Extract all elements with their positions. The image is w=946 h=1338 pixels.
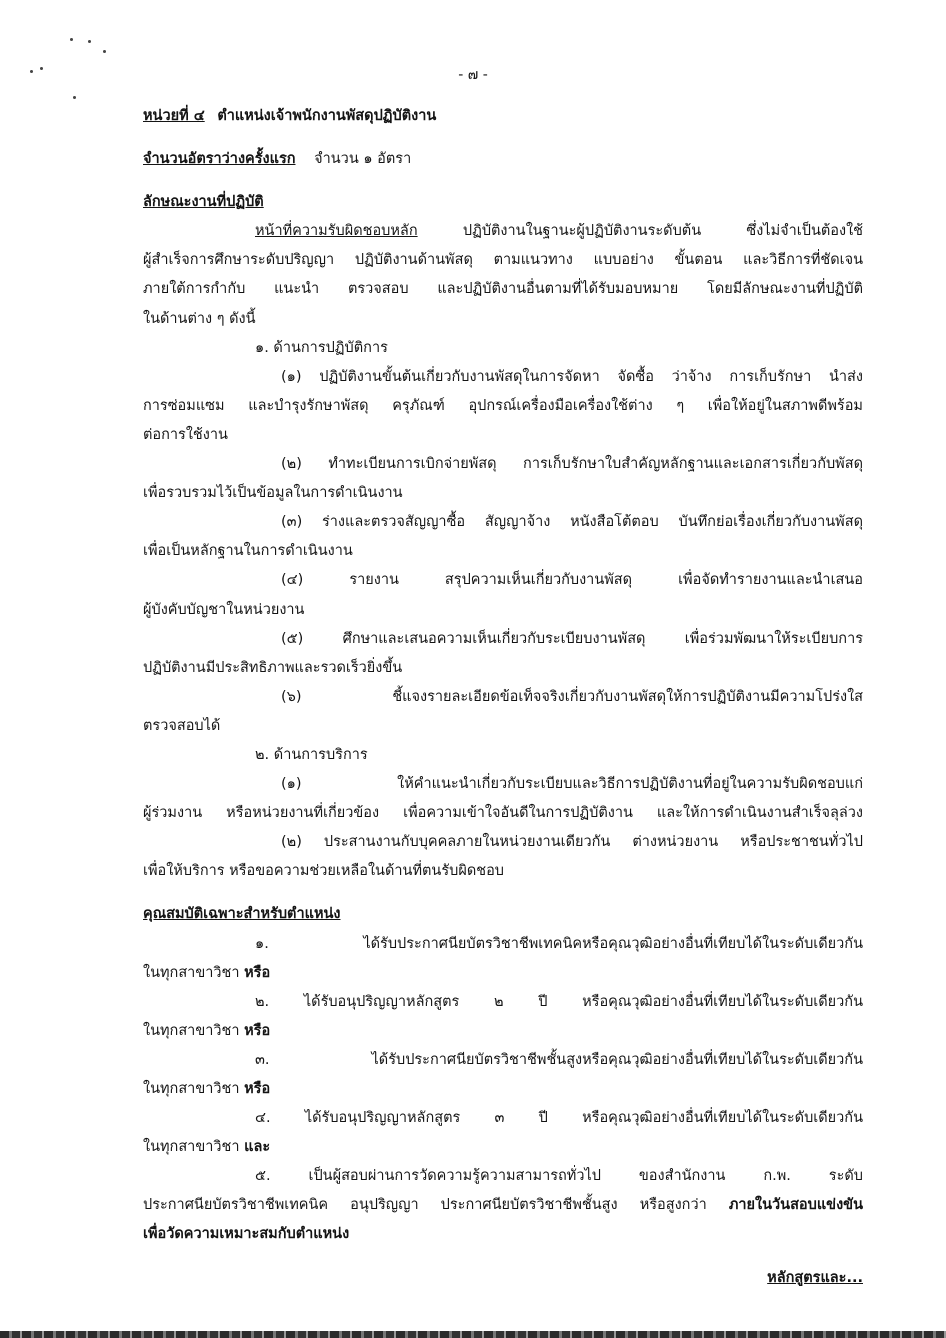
document-body — [143, 102, 863, 1293]
s1-item1-line1: (๑) ปฏิบัติงานขั้นต้นเกี่ยวกับงานพัสดุในการจัดหา จัดซื้อ ว่าจ้าง การเก็บรักษา นำส่ง — [281, 368, 863, 385]
vacancy-value: จำนวน ๑ อัตรา — [314, 151, 412, 168]
q3-line1: ๓. ได้รับประกาศนียบัตรวิชาชีพชั้นสูงหรือคุณวุฒิอย่างอื่นที่เทียบได้ในระดับเดียวกัน — [255, 1051, 863, 1068]
q1-line2 — [143, 959, 863, 988]
q5-line2 — [143, 1191, 863, 1220]
q1-conjunction: หรือ — [244, 964, 271, 981]
s1-item3-line1: (๓) ร่างและตรวจสัญญาซื้อ สัญญาจ้าง หนังสือโต้ตอบ บันทึกย่อเรื่องเกี่ยวกับงานพัสดุ — [281, 514, 863, 531]
qualifications-heading: คุณสมบัติเฉพาะสำหรับตำแหน่ง — [143, 906, 341, 923]
vacancy-line — [143, 145, 863, 174]
q4-line2 — [143, 1133, 863, 1162]
q4-line1: ๔. ได้รับอนุปริญญาหลักสูตร ๓ ปี หรือคุณวุฒิอย่างอื่นที่เทียบได้ในระดับเดียวกัน — [255, 1110, 863, 1127]
section-2-title: ๒. ด้านการบริการ — [255, 746, 368, 763]
main-duty-line-4: ในด้านต่าง ๆ ดังนี้ — [143, 310, 256, 327]
q3-conjunction: หรือ — [244, 1081, 271, 1097]
s1-item5-line1: (๕) ศึกษาและเสนอความเห็นเกี่ยวกับระเบียบงานพัสดุ เพื่อร่วมพัฒนาให้ระเบียบการ — [281, 630, 863, 647]
q3-line2 — [143, 1075, 863, 1104]
section-1-title: ๑. ด้านการปฏิบัติการ — [255, 339, 388, 356]
s1-item2-line2: เพื่อรวบรวมไว้เป็นข้อมูลในการดำเนินงาน — [143, 485, 403, 502]
scan-bottom-edge — [0, 1331, 946, 1338]
q2-field: ในทุกสาขาวิชา — [143, 1022, 240, 1039]
main-duty-label: หน้าที่ความรับผิดชอบหลัก — [255, 223, 418, 240]
s2-item2-line2: เพื่อให้บริการ หรือขอความช่วยเหลือในด้านที่ตนรับผิดชอบ — [143, 863, 504, 880]
main-duty-line-2: ผู้สำเร็จการศึกษาระดับปริญญา ปฏิบัติงานด้านพัสดุ ตามแนวทาง แบบอย่าง ขั้นตอน และวิธีการที่ชัดเจน — [143, 252, 863, 269]
vacancy-label: จำนวนอัตราว่างครั้งแรก — [143, 151, 296, 168]
q1-line1: ๑. ได้รับประกาศนียบัตรวิชาชีพเทคนิคหรือคุณวุฒิอย่างอื่นที่เทียบได้ในระดับเดียวกัน — [255, 935, 863, 952]
q2-line1: ๒. ได้รับอนุปริญญาหลักสูตร ๒ ปี หรือคุณวุฒิอย่างอื่นที่เทียบได้ในระดับเดียวกัน — [255, 993, 863, 1010]
q5-line3: เพื่อวัดความเหมาะสมกับตำแหน่ง — [143, 1226, 350, 1243]
job-nature-heading: ลักษณะงานที่ปฏิบัติ — [143, 194, 264, 211]
q4-field: ในทุกสาขาวิชา — [143, 1139, 240, 1156]
q5-line2-bold: ภายในวันสอบแข่งขัน — [728, 1197, 863, 1214]
continuation-text: หลักสูตรและ... — [767, 1269, 863, 1286]
s2-item1-line1: (๑) ให้คำแนะนำเกี่ยวกับระเบียบและวิธีการปฏิบัติงานที่อยู่ในความรับผิดชอบแก่ — [281, 776, 863, 793]
q3-field: ในทุกสาขาวิชา — [143, 1081, 240, 1097]
q5-line2-text: ประกาศนียบัตรวิชาชีพเทคนิค อนุปริญญา ประกาศนียบัตรวิชาชีพชั้นสูง หรือสูงกว่า — [143, 1197, 707, 1214]
s1-item4-line1: (๔) รายงาน สรุปความเห็นเกี่ยวกับงานพัสดุ เพื่อจัดทำรายงานและนำเสนอ — [281, 572, 863, 589]
spacer — [143, 131, 863, 145]
s1-item1-line3: ต่อการใช้งาน — [143, 426, 228, 443]
unit-label: หน่วยที่ ๔ — [143, 108, 205, 124]
main-duty-line-1 — [143, 217, 863, 246]
s2-item1-line2: ผู้ร่วมงาน หรือหน่วยงานที่เกี่ยวข้อง เพื่อความเข้าใจอันดีในการปฏิบัติงาน และให้การดำเนินงานสำเร็จลุล่วง — [143, 805, 863, 822]
s1-item6-line2: ตรวจสอบได้ — [143, 717, 221, 734]
q2-conjunction: หรือ — [244, 1022, 271, 1039]
q4-conjunction: และ — [244, 1139, 271, 1156]
spacer — [143, 886, 863, 900]
s1-item4-line2: ผู้บังคับบัญชาในหน่วยงาน — [143, 601, 305, 618]
spacer — [143, 174, 863, 188]
s2-item2-line1: (๒) ประสานงานกับบุคคลภายในหน่วยงานเดียวกัน ต่างหน่วยงาน หรือประชาชนทั่วไป — [281, 834, 863, 851]
s1-item5-line2: ปฏิบัติงานมีประสิทธิภาพและรวดเร็วยิ่งขึ้น — [143, 659, 403, 676]
q5-line1: ๕. เป็นผู้สอบผ่านการวัดความรู้ความสามารถทั่วไป ของสำนักงาน ก.พ. ระดับ — [255, 1168, 863, 1185]
q2-line2 — [143, 1017, 863, 1046]
spacer — [143, 1250, 863, 1264]
main-duty-line-3: ภายใต้การกำกับ แนะนำ ตรวจสอบ และปฏิบัติงานอื่นตามที่ได้รับมอบหมาย โดยมีลักษณะงานที่ปฏิบัติ — [143, 281, 863, 298]
unit-title: ตำแหน่งเจ้าพนักงานพัสดุปฏิบัติงาน — [217, 108, 437, 124]
q1-field: ในทุกสาขาวิชา — [143, 964, 240, 981]
s1-item3-line2: เพื่อเป็นหลักฐานในการดำเนินงาน — [143, 543, 353, 560]
continuation-note — [143, 1264, 863, 1293]
s1-item2-line1: (๒) ทำทะเบียนการเบิกจ่ายพัสดุ การเก็บรักษาใบสำคัญหลักฐานและเอกสารเกี่ยวกับพัสดุ — [281, 456, 863, 473]
s1-item1-line2: การซ่อมแซม และบำรุงรักษาพัสดุ ครุภัณฑ์ อุปกรณ์เครื่องมือเครื่องใช้ต่าง ๆ เพื่อให้อยู่ในสภาพดีพร้อม — [143, 397, 863, 414]
main-duty-text: ปฏิบัติงานในฐานะผู้ปฏิบัติงานระดับต้น ซึ่งไม่จำเป็นต้องใช้ — [462, 223, 863, 240]
page-number: - ๗ - — [458, 67, 488, 83]
unit-heading — [143, 102, 863, 131]
s1-item6-line1: (๖) ชี้แจงรายละเอียดข้อเท็จจริงเกี่ยวกับงานพัสดุให้การปฏิบัติงานมีความโปร่งใส — [281, 688, 863, 705]
